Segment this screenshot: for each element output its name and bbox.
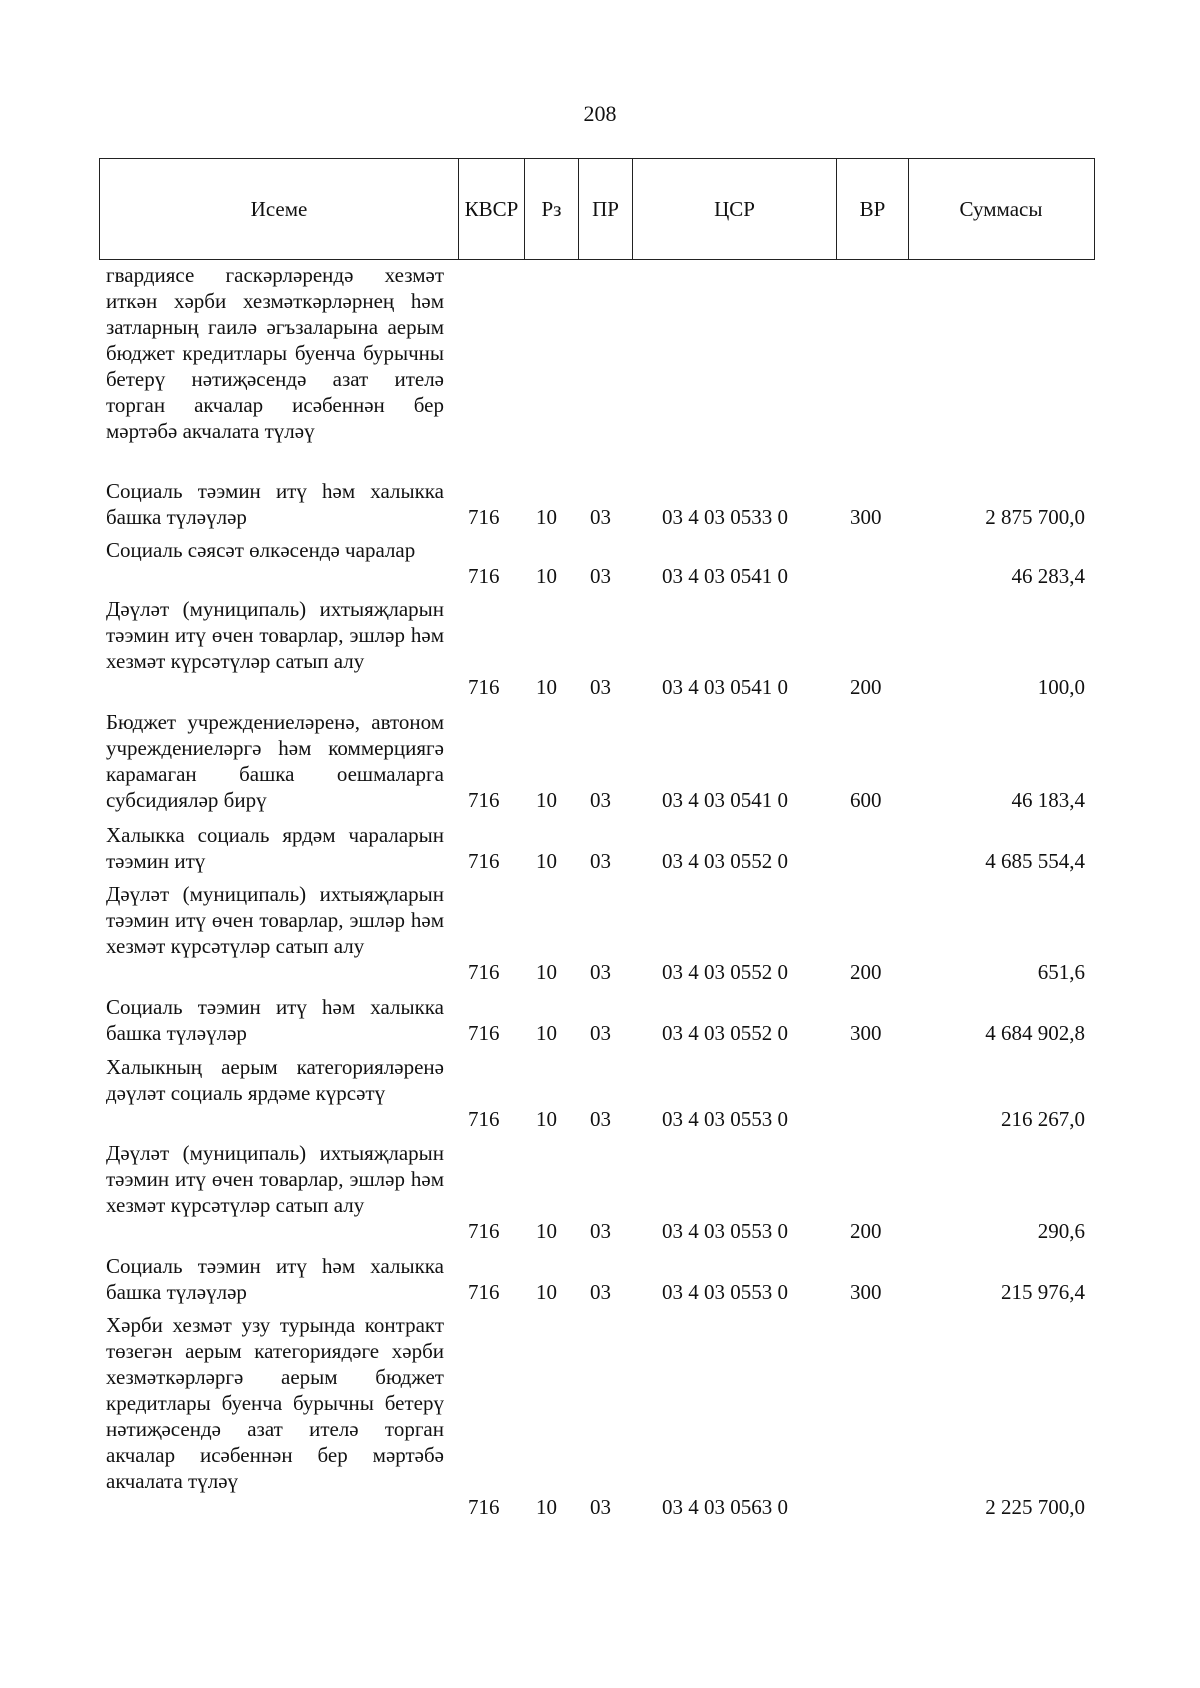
row-name: Хәрби хезмәт узу турында контракт төзегән аерым категориядәге хәрби хезмәткәрләргә аерым бюджет кредитлары буенча бурычны бетерү нәтиҗәсендә азат ителә торган акчалар исәбеннән бер мәртәбә акчалата түләү	[106, 1313, 444, 1493]
row-vr: 600	[850, 788, 882, 812]
row-rz: 10	[536, 1280, 557, 1304]
row-pr: 03	[590, 1219, 611, 1243]
row-csr: 03 4 03 0553 0	[662, 1280, 788, 1304]
row-csr: 03 4 03 0553 0	[662, 1219, 788, 1243]
row-kvsr: 716	[468, 505, 500, 529]
row-kvsr: 716	[468, 1280, 500, 1304]
row-name: Социаль тәэмин итү һәм халыкка башка түләүләр	[106, 995, 444, 1045]
row-csr: 03 4 03 0563 0	[662, 1495, 788, 1519]
row-vr: 200	[850, 675, 882, 699]
row-vr: 300	[850, 1021, 882, 1045]
row-name: Бюджет учреждениеләренә, автоном учреждениеләргә һәм коммерциягә карамаган башка оешмаларга субсидияләр бирү	[106, 710, 444, 812]
row-vr: 300	[850, 505, 882, 529]
row-name: Дәүләт (муниципаль) ихтыяҗларын тәэмин итү өчен товарлар, эшләр һәм хезмәт күрсәтүләр сатып алу	[106, 882, 444, 958]
row-rz: 10	[536, 1107, 557, 1131]
row-csr: 03 4 03 0552 0	[662, 849, 788, 873]
row-rz: 10	[536, 1219, 557, 1243]
row-kvsr: 716	[468, 788, 500, 812]
row-vr: 200	[850, 1219, 882, 1243]
row-sum: 290,6	[1037, 1219, 1085, 1243]
row-rz: 10	[536, 564, 557, 588]
row-rz: 10	[536, 505, 557, 529]
row-pr: 03	[590, 788, 611, 812]
row-sum: 46 283,4	[1011, 564, 1085, 588]
row-csr: 03 4 03 0553 0	[662, 1107, 788, 1131]
row-sum: 215 976,4	[1001, 1280, 1085, 1304]
row-name: Дәүләт (муниципаль) ихтыяҗларын тәэмин итү өчен товарлар, эшләр һәм хезмәт күрсәтүләр сатып алу	[106, 1141, 444, 1217]
row-kvsr: 716	[468, 849, 500, 873]
row-sum: 2 875 700,0	[985, 505, 1085, 529]
row-pr: 03	[590, 960, 611, 984]
row-kvsr: 716	[468, 564, 500, 588]
row-name: Социаль тәэмин итү һәм халыкка башка түләүләр	[106, 479, 444, 529]
row-csr: 03 4 03 0552 0	[662, 1021, 788, 1045]
row-name: Социаль сәясәт өлкәсендә чаралар	[106, 538, 416, 562]
row-kvsr: 716	[468, 960, 500, 984]
row-sum: 46 183,4	[1011, 788, 1085, 812]
row-pr: 03	[590, 564, 611, 588]
row-pr: 03	[590, 1107, 611, 1131]
row-kvsr: 716	[468, 1021, 500, 1045]
page-number: 208	[583, 101, 617, 126]
row-pr: 03	[590, 675, 611, 699]
header-kvsr: КВСР	[459, 159, 525, 259]
row-rz: 10	[536, 788, 557, 812]
header-vr: ВР	[837, 159, 909, 259]
header-csr: ЦСР	[633, 159, 837, 259]
row-name: Социаль тәэмин итү һәм халыкка башка түләүләр	[106, 1254, 444, 1304]
row-vr: 300	[850, 1280, 882, 1304]
row-rz: 10	[536, 1021, 557, 1045]
header-name: Исеме	[100, 159, 459, 259]
row-csr: 03 4 03 0541 0	[662, 788, 788, 812]
row-sum: 2 225 700,0	[985, 1495, 1085, 1519]
header-pr: ПР	[579, 159, 633, 259]
row-kvsr: 716	[468, 1219, 500, 1243]
row-pr: 03	[590, 505, 611, 529]
header-rz: Рз	[525, 159, 579, 259]
row-csr: 03 4 03 0541 0	[662, 564, 788, 588]
row-pr: 03	[590, 849, 611, 873]
table-header	[99, 158, 1095, 260]
row-kvsr: 716	[468, 675, 500, 699]
row-sum: 651,6	[1037, 960, 1085, 984]
row-rz: 10	[536, 849, 557, 873]
row-pr: 03	[590, 1495, 611, 1519]
row-vr: 200	[850, 960, 882, 984]
row-name: Халыкка социаль ярдәм чараларын тәэмин итү	[106, 823, 444, 873]
row-rz: 10	[536, 1495, 557, 1519]
header-sum: Суммасы	[959, 196, 1043, 221]
row-name: Халыкның аерым категорияләренә дәүләт социаль ярдәме күрсәтү	[106, 1055, 444, 1105]
row-pr: 03	[590, 1280, 611, 1304]
row-rz: 10	[536, 675, 557, 699]
row-sum: 216 267,0	[1001, 1107, 1085, 1131]
row-sum: 100,0	[1037, 675, 1085, 699]
row-rz: 10	[536, 960, 557, 984]
row-csr: 03 4 03 0533 0	[662, 505, 788, 529]
row-kvsr: 716	[468, 1495, 500, 1519]
row-kvsr: 716	[468, 1107, 500, 1131]
row-pr: 03	[590, 1021, 611, 1045]
row-name: гвардиясе гаскәрләрендә хезмәт иткән хәрби хезмәткәрләрнең һәм затларның гаилә әгъзаларына аерым бюджет кредитлары буенча бурычны бетерү нәтиҗәсендә азат ителә торган акчалар исәбеннән бер мәртәбә акчалата түләү	[106, 263, 444, 443]
row-sum: 4 685 554,4	[985, 849, 1085, 873]
row-name: Дәүләт (муниципаль) ихтыяҗларын тәэмин итү өчен товарлар, эшләр һәм хезмәт күрсәтүләр сатып алу	[106, 597, 444, 673]
row-sum: 4 684 902,8	[985, 1021, 1085, 1045]
row-csr: 03 4 03 0541 0	[662, 675, 788, 699]
row-csr: 03 4 03 0552 0	[662, 960, 788, 984]
